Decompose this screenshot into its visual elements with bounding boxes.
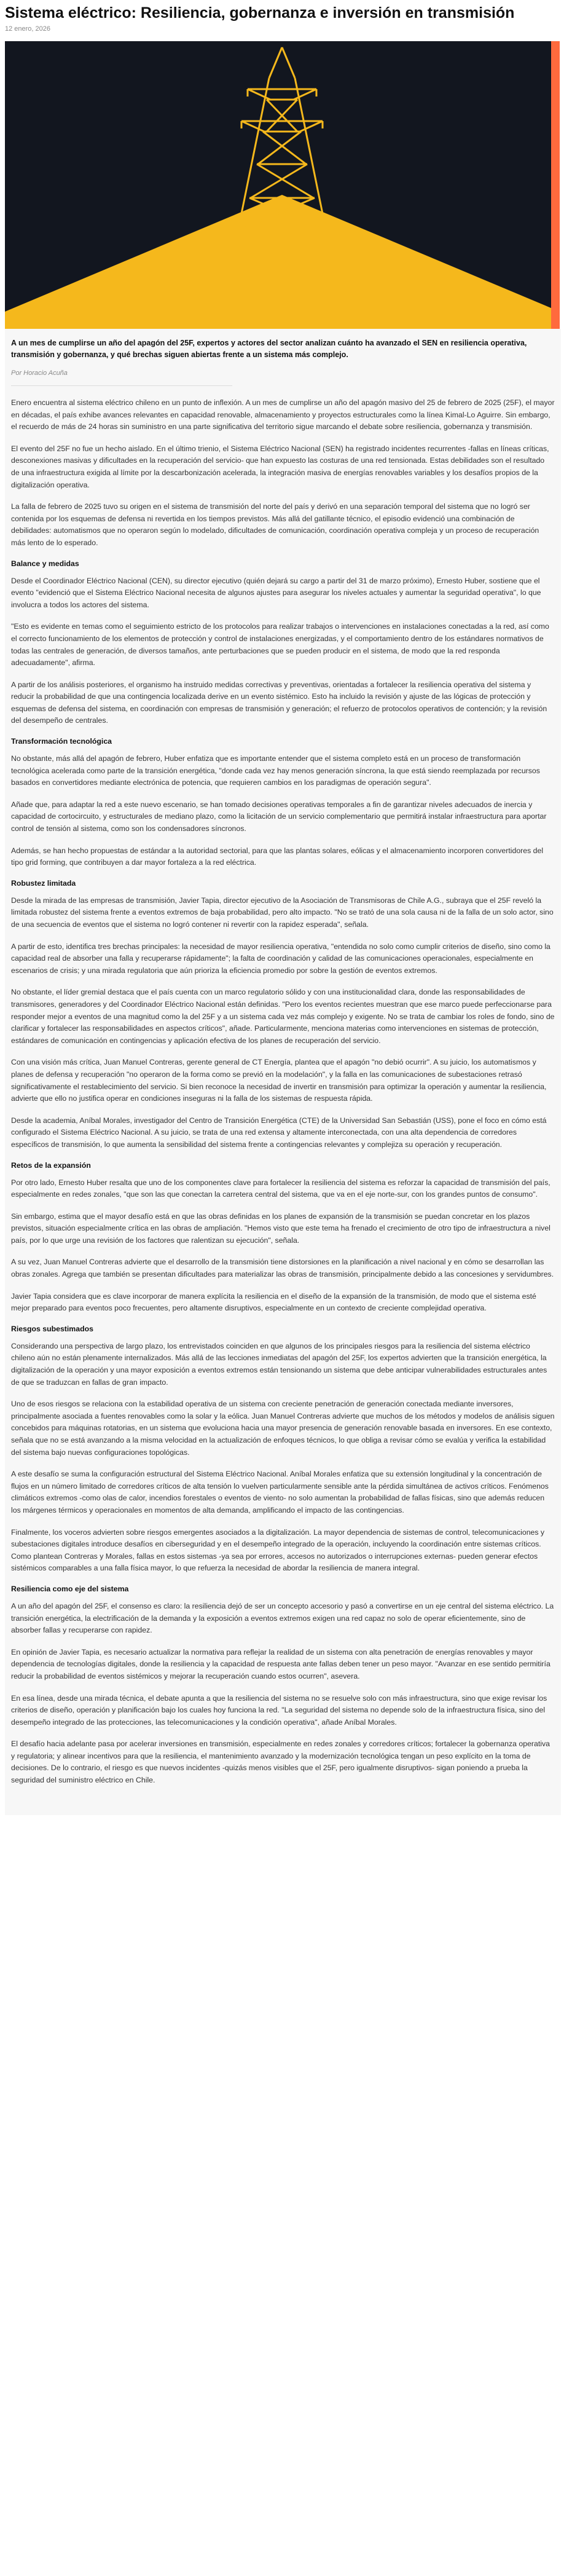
- paragraph: Desde la academia, Aníbal Morales, investigador del Centro de Transición Energética (CTE) de la Universidad San Sebastián (USS), pone el foco en cómo está configurado el Sistema Eléctrico Nacional. A su juicio, se trata de una red extensa y altamente interconectada, con una alta dependencia de corredores específicos de transmisión, lo que aumenta la sensibilidad del sistema frente a contingencias relevantes y complejiza su operación y recuperación.: [11, 1116, 547, 1149]
- paragraph: En esa línea, desde una mirada técnica, el debate apunta a que la resiliencia del sistema no se resuelve solo con más infraestructura, sino que exige revisar los criterios de diseño, operación y planificación bajo los cuales hoy funciona la red. "La seguridad del sistema no depende solo de la infraestructura física, sino del desempeño integrado de las protecciones, las telecomunicaciones y la condición operativa", añade Aníbal Morales.: [11, 1693, 547, 1727]
- paragraph: Añade que, para adaptar la red a este nuevo escenario, se han tomado decisiones operativas temporales a fin de garantizar niveles adecuados de inercia y capacidad de cortocircuito, y estructurales de mediano plazo, como la licitación de un servicio complementario que permitirá instalar infraestructura para aportar control de tensión al sistema, como son los condensadores síncronos.: [11, 800, 547, 833]
- paragraph: Finalmente, los voceros advierten sobre riesgos emergentes asociados a la digitalización. La mayor dependencia de sistemas de control, telecomunicaciones y subestaciones digitales introduce desafíos en ciberseguridad y en el desempeño integrado de la operación, incluyendo la coordinación entre sistemas críticos. Como plantean Contreras y Morales, fallas en estos sistemas -ya sea por errores, accesos no autorizados o interrupciones externas- pueden generar efectos sistémicos comparables a una falla física mayor, lo que refuerza la necesidad de abordar la resiliencia de manera integral.: [11, 1527, 545, 1573]
- paragraph: Enero encuentra al sistema eléctrico chileno en un punto de inflexión. A un mes de cumplirse un año del apagón masivo del 25 de febrero de 2025 (25F), el mayor en décadas, el país exhibe avances relevantes en capacidad renovable, almacenamiento y proyectos estructurales como la línea Kimal-Lo Aguirre. Sin embargo, el recuerdo de más de 24 horas sin suministro en una parte significativa del territorio sigue marcando el debate sobre resiliencia, gobernanza y transmisión.: [11, 398, 555, 431]
- hero-accent-bar: [551, 41, 560, 329]
- paragraph: Sin embargo, estima que el mayor desafío está en que las obras definidas en los planes de expansión de la transmisión se puedan concretar en los plazos previstos, situación especialmente crítica en las obras de ampliación. "Hemos visto que este tema ha frenado el crecimiento de otro tipo de infraestructura a nivel país, por lo que urge una revisión de los factores que ralentizan su ejecución", señala.: [11, 1211, 550, 1245]
- paragraph: El desafío hacia adelante pasa por acelerar inversiones en transmisión, especialmente en redes zonales y corredores críticos; fortalecer la gobernanza operativa y regulatoria; y alinear incentivos para que la resiliencia, el mantenimiento avanzado y la modernización tecnológica tengan un peso explícito en la toma de decisiones. De lo contrario, el riesgo es que nuevos incidentes -quizás menos visibles que el 25F, pero igualmente disruptivos- sigan poniendo a prueba la seguridad del suministro eléctrico en Chile.: [11, 1739, 550, 1785]
- paragraph: A partir de esto, identifica tres brechas principales: la necesidad de mayor resiliencia operativa, "entendida no solo como cumplir criterios de diseño, sino como la capacidad real de absorber una falla y recuperarse rápidamente"; la falta de coordinación y calidad de las comunicaciones operacionales, especialmente en escenarios de crisis; y una mirada regulatoria que aún prioriza la eficiencia promedio por sobre la gestión de eventos extremos.: [11, 942, 550, 975]
- paragraph: Uno de esos riesgos se relaciona con la estabilidad operativa de un sistema con creciente penetración de generación conectada mediante inversores, principalmente asociada a fuentes renovables como la solar y la eólica. Juan Manuel Contreras advierte que muchos de los métodos y modelos de análisis siguen concebidos para máquinas rotatorias, en un sistema que evoluciona hacia una mayor presencia de generación renovable basada en inversores. En ese contexto, señala que no se está avanzando a la misma velocidad en la actualización de enfoques técnicos, lo que obliga a revisar cómo se evalúa y verifica la estabilidad del sistema bajo nuevas configuraciones topológicas.: [11, 1400, 555, 1457]
- paragraph: A este desafío se suma la configuración estructural del Sistema Eléctrico Nacional. Aníbal Morales enfatiza que su extensión longitudinal y la concentración de flujos en un número limitado de corredores críticos de alta tensión lo vuelven particularmente sensible ante la pérdida simultánea de activos críticos. Fenómenos climáticos extremos -como olas de calor, incendios forestales o eventos de viento- no solo aumentan la probabilidad de fallas físicas, sino que además reducen los márgenes térmicos y operacionales en momentos de alta demanda, amplificando el impacto de las contingencias.: [11, 1470, 549, 1514]
- paragraph: Desde la mirada de las empresas de transmisión, Javier Tapia, director ejecutivo de la Asociación de Transmisoras de Chile A.G., subraya que el 25F reveló la limitada robustez del sistema frente a eventos extremos de baja probabilidad, pero alto impacto. "No se trató de una sola causa ni de la falla de un solo actor, sino de una secuencia de eventos que el sistema no logró contener ni revertir con la rapidez esperada", señala.: [11, 896, 554, 929]
- paragraph: Considerando una perspectiva de largo plazo, los entrevistados coinciden en que algunos de los principales riesgos para la resiliencia del sistema eléctrico chileno aún no están plenamente internalizados. Más allá de las lecciones inmediatas del apagón del 25F, los expertos advierten que la transición energética, la digitalización de la operación y una mayor exposición a eventos extremos están tensionando un sistema que debe anticipar vulnerabilidades estructurales antes de que se traduzcan en fallas de gran impacto.: [11, 1341, 547, 1387]
- section-heading: Resiliencia como eje del sistema: [11, 1584, 129, 1593]
- section-heading: Riesgos subestimados: [11, 1324, 93, 1333]
- section-heading: Retos de la expansión: [11, 1160, 91, 1170]
- transmission-tower-icon: [5, 41, 560, 329]
- hero-image: [5, 41, 560, 329]
- paragraph: Por otro lado, Ernesto Huber resalta que uno de los componentes clave para fortalecer la resiliencia del sistema es reforzar la capacidad de transmisión del país, especialmente en redes zonales, "que son las que conectan la carretera central del sistema, que va en el eje norte-sur, con los grandes puntos de consumo".: [11, 1178, 550, 1199]
- paragraph: No obstante, el líder gremial destaca que el país cuenta con un marco regulatorio sólido y con una institucionalidad clara, donde las responsabilidades de transmisores, generadores y del Coordinador Eléctrico Nacional están definidas. "Pero los eventos recientes muestran que ese marco puede perfeccionarse para responder mejor a eventos de una magnitud como la del 25F y a un sistema cada vez más complejo y exigente. No se trata de cambiar los roles de fondo, sino de clarificar y fortalecer las responsabilidades en aspectos críticos", añade. Particularmente, menciona materias como intervenciones en sistemas de protección, estándares de comunicación en contingencias y aplicación efectiva de los planes de recuperación del servicio.: [11, 988, 555, 1045]
- article-author: Por Horacio Acuña: [11, 367, 232, 386]
- article-content: [11, 397, 555, 1787]
- publish-date: 12 enero, 2026: [5, 25, 51, 33]
- page-title: Sistema eléctrico: Resiliencia, gobernanza e inversión en transmisión: [5, 4, 515, 22]
- section-heading: Balance y medidas: [11, 559, 79, 568]
- paragraph: "Esto es evidente en temas como el seguimiento estricto de los protocolos para realizar trabajos o intervenciones en instalaciones conectadas a la red, así como el correcto funcionamiento de los elementos de protección y control de instalaciones energizadas, y el comportamiento dentro de los estándares normativos de todas las centrales de generación, de diversos tamaños, ante perturbaciones que se pueden producir en el sistema, de modo que la red responda adecuadamente", afirma.: [11, 622, 549, 668]
- paragraph: El evento del 25F no fue un hecho aislado. En el último trienio, el Sistema Eléctrico Nacional (SEN) ha registrado incidentes recurrentes -fallas en líneas críticas, desconexiones masivas y dificultades en la recuperación del servicio- que han expuesto las costuras de una red tensionada. Estas debilidades son el resultado de una infraestructura exigida al límite por la descarbonización acelerada, la integración masiva de energías renovables variables y los desafíos propios de la digitalización operativa.: [11, 444, 549, 489]
- paragraph: A un año del apagón del 25F, el consenso es claro: la resiliencia dejó de ser un concepto accesorio y pasó a convertirse en un eje central del sistema eléctrico. La transición energética, la electrificación de la demanda y la exposición a eventos extremos exigen una red capaz no solo de operar eficientemente, sino de absorber fallas y recuperarse con rapidez.: [11, 1601, 554, 1635]
- paragraph: No obstante, más allá del apagón de febrero, Huber enfatiza que es importante entender que el sistema completo está en un proceso de transformación tecnológica acelerada como parte de la transición energética, "donde cada vez hay menos generación síncrona, la que está siendo reemplazada por recursos basados en convertidores mediante electrónica de potencia, que requieren cambios en los paradigmas de operación segura".: [11, 754, 540, 787]
- paragraph: Javier Tapia considera que es clave incorporar de manera explícita la resiliencia en el diseño de la expansión de la transmisión, de modo que el sistema esté mejor preparado para eventos poco frecuentes, pero altamente disruptivos, especialmente en un contexto de creciente complejidad operativa.: [11, 1291, 536, 1313]
- paragraph: A su vez, Juan Manuel Contreras advierte que el desarrollo de la transmisión tiene distorsiones en la planificación a nivel nacional y en cómo se desarrollan las obras zonales. Agrega que también se presentan dificultades para materializar las obras de transmisión, principalmente debido a las concesiones y servidumbres.: [11, 1258, 554, 1279]
- article-lead: A un mes de cumplirse un año del apagón del 25F, expertos y actores del sector analizan cuánto ha avanzado el SEN en resiliencia operativa, transmisión y gobernanza, y qué brechas siguen abiertas frente a un sistema más complejo.: [11, 339, 527, 359]
- paragraph: A partir de los análisis posteriores, el organismo ha instruido medidas correctivas y preventivas, orientadas a fortalecer la resiliencia operativa del sistema y reducir la probabilidad de que una contingencia localizada derive en un evento sistémico. Esto ha incluido la revisión y ajuste de las lógicas de protección y esquemas de defensa del sistema, en coordinación con empresas de transmisión y generación; el refuerzo de protocolos operativos de contención; y la revisión del desempeño de centrales.: [11, 680, 547, 725]
- paragraph: Desde el Coordinador Eléctrico Nacional (CEN), su director ejecutivo (quién dejará su cargo a partir del 31 de marzo próximo), Ernesto Huber, sostiene que el evento "evidenció que el Sistema Eléctrico Nacional necesita de algunos ajustes para asegurar los niveles actuales y aumentar la seguridad operativa", lo que involucra a todos los actores del sistema.: [11, 576, 541, 609]
- paragraph: La falla de febrero de 2025 tuvo su origen en el sistema de transmisión del norte del país y derivó en una separación temporal del sistema que no logró ser contenida por los esquemas de defensa ni revertida en los tiempos previstos. Más allá del gatillante técnico, el episodio evidenció una combinación de debilidades: automatismos que no operaron según lo modelado, dificultades de comunicación, coordinación operativa compleja y un proceso de recuperación más lento de lo esperado.: [11, 502, 539, 547]
- paragraph: Además, se han hecho propuestas de estándar a la autoridad sectorial, para que las plantas solares, eólicas y el almacenamiento incorporen convertidores del tipo grid forming, que contribuyen a dar mayor fortaleza a la red eléctrica.: [11, 846, 544, 867]
- paragraph: Con una visión más crítica, Juan Manuel Contreras, gerente general de CT Energía, plantea que el apagón "no debió ocurrir". A su juicio, los automatismos y planes de defensa y recuperación "no operaron de la forma como se previó en la modelación", y la falla en las comunicaciones de subestaciones retrasó significativamente el restablecimiento del servicio. Si bien reconoce la necesidad de invertir en transmisión para optimizar la operación y aumentar la resiliencia, advierte que ello no justifica operar en condiciones inseguras ni la falla de los sistemas de respuesta rápida.: [11, 1058, 547, 1103]
- paragraph: En opinión de Javier Tapia, es necesario actualizar la normativa para reflejar la realidad de un sistema con alta penetración de energías renovables y mayor dependencia de tecnologías digitales, donde la resiliencia y la capacidad de respuesta ante fallas deben tener un peso mayor. "Avanzar en ese sentido permitiría reducir la probabilidad de eventos sistémicos y mejorar la recuperación cuando estos ocurren", asevera.: [11, 1647, 550, 1680]
- section-heading: Transformación tecnológica: [11, 737, 112, 746]
- article-body: [5, 329, 561, 1815]
- section-heading: Robustez limitada: [11, 878, 76, 888]
